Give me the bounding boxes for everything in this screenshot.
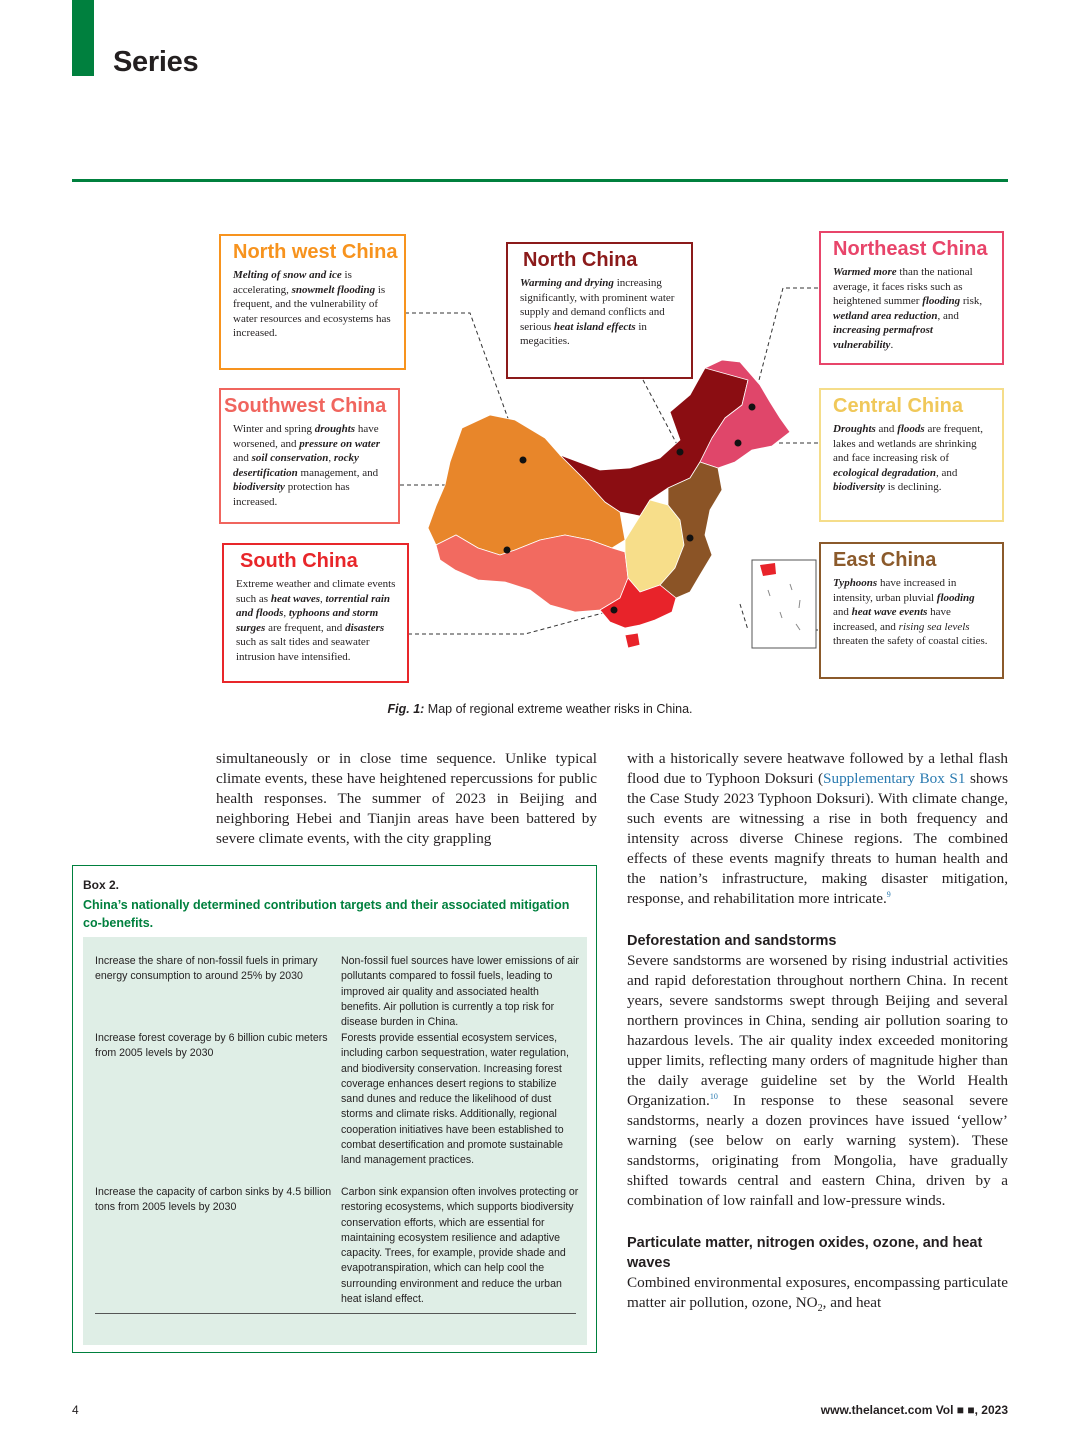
region-text-run: have increased, and — [833, 606, 951, 633]
region-description — [233, 268, 394, 341]
region-box-northeast — [819, 231, 1004, 365]
region-text-run: . — [890, 338, 894, 351]
reference-10[interactable]: 10 — [709, 1091, 718, 1101]
section-title: Series — [113, 46, 199, 78]
para2-text-b: In response to these seasonal severe sandstorms, nearly a dozen provinces have issued ‘yellow’ warning (see below on early warning system). These sandstorms, originating from Mongolia, have gradually shifted towards central and eastern China, driven by a combination of low rainfall and low-pressure winds. — [627, 1092, 1008, 1209]
box-title: China’s nationally determined contribution targets and their associated mitigation co-benefits. — [83, 898, 570, 930]
region-text-run: such as salt tides and seawater intrusion have intensified. — [236, 636, 370, 663]
region-text-run: disasters — [345, 621, 385, 634]
region-text-run: are frequent, and — [265, 621, 346, 634]
region-text-run: ecological degradation — [833, 466, 936, 479]
region-text-run: Droughts — [833, 423, 876, 435]
benefit-cell: Carbon sink expansion often involves protecting or restoring ecosystems, which supports biodiversity conservation efforts, which are essential for maintaining ecosystem resilience and adaptive capacity. Trees, for example, provide shade and evapotranspiration, which can help cool the surrounding environment and reduce the urban heat island effect. — [341, 1186, 579, 1306]
region-title: East China — [833, 549, 937, 571]
right-paragraph-3 — [627, 1273, 1008, 1319]
region-text-run: , and — [935, 466, 958, 479]
region-text-run: snowmelt flooding — [291, 283, 376, 296]
region-text-run: biodiversity — [233, 481, 285, 494]
region-text-run: have increased in intensity, urban pluvial — [833, 577, 957, 604]
region-text-run: in megacities. — [520, 320, 647, 348]
region-title: Central China — [833, 395, 964, 417]
region-text-run: risk, — [960, 295, 983, 308]
para3-text-b: , and heat — [822, 1294, 882, 1311]
region-text-run: torrential rain and floods — [236, 592, 391, 620]
region-text-run: , — [328, 452, 334, 465]
region-text-run: heat wave events — [851, 606, 928, 619]
map-provinces — [428, 360, 790, 648]
region-text-run: , — [320, 592, 326, 605]
region-text-run: is declining. — [884, 481, 942, 494]
heading-deforestation: Deforestation and sandstorms — [627, 933, 837, 949]
supplementary-box-link[interactable]: Supplementary Box S1 — [823, 770, 966, 787]
region-hainan — [625, 633, 640, 648]
region-text-run: increasing permafrost vulnerability — [833, 324, 933, 351]
region-text-run: have worsened, and — [233, 423, 379, 450]
para1-text-b: shows the Case Study 2023 Typhoon Doksuri). With climate change, such events are witnessing a rise in both frequency and intensity across diverse Chinese regions. The combined effects of these events magnify threats to human health and the nation’s infrastructure, making disaster mitigation, response, and rehabilitation more intricate. — [627, 770, 1008, 907]
reference-9[interactable]: 9 — [886, 889, 891, 899]
region-text-run: are frequent, lakes and wetlands are shrinking and face increasing risk of — [833, 423, 984, 465]
region-southwest — [436, 535, 628, 612]
region-text-run: Warmed more — [833, 266, 897, 278]
south-china-sea-inset — [752, 560, 816, 648]
region-box-east — [819, 542, 1004, 679]
region-text-run: rocky desertification — [233, 452, 359, 479]
region-description — [236, 577, 397, 665]
region-box-central — [819, 388, 1004, 522]
region-box-north — [506, 242, 693, 379]
region-text-run: soil conservation — [251, 452, 329, 465]
journal-info: www.thelancet.com Vol ■ ■, 2023 — [820, 1403, 1008, 1417]
region-description — [833, 576, 992, 649]
figure-caption — [0, 702, 1080, 716]
right-column — [627, 749, 1008, 1319]
region-text-run: Typhoons — [833, 577, 878, 589]
region-box-northwest — [219, 234, 406, 370]
region-text-run: is accelerating, — [233, 269, 352, 296]
region-text-run: droughts — [314, 423, 356, 435]
region-text-run: management, and — [297, 466, 379, 479]
para3-text-a: Combined environmental exposures, encompassing particulate matter air pollution, ozone, NO — [627, 1274, 1008, 1311]
region-description — [520, 276, 681, 349]
right-paragraph-1 — [627, 749, 1008, 909]
region-text-run: Winter and spring — [233, 423, 315, 435]
region-description — [833, 265, 992, 353]
left-paragraph: simultaneously or in close time sequence. Unlike typical climate events, these have heightened repercussions for public health responses. The summer of 2023 in Beijing and neighboring Hebei and Tianjin areas have been battered by severe climate events, with the city grappling — [216, 750, 597, 847]
region-text-run: pressure on water — [299, 437, 380, 450]
region-text-run: , and — [937, 309, 959, 322]
region-box-southwest — [219, 388, 400, 524]
region-text-run: and — [875, 423, 898, 435]
region-title: North west China — [233, 241, 398, 263]
right-paragraph-2 — [627, 951, 1008, 1211]
region-text-run: floods — [897, 423, 925, 435]
region-description — [833, 422, 992, 495]
benefit-cell: Forests provide essential ecosystem services, including carbon sequestration, water regulation, and biodiversity conservation. Increasing forest coverage enhances desert regions to stabilize sand dunes and reduce the likelihood of dust storms and climate risks. Additionally, regional cooperation initiatives have been established to combat desertification and promote sustainable land management practices. — [341, 1032, 569, 1167]
region-title: Northeast China — [833, 238, 988, 260]
region-text-run: flooding — [936, 591, 975, 604]
para1-text-a: with a historically severe heatwave followed by a lethal flash flood due to Typhoon Doksuri ( — [627, 750, 1008, 787]
box-label: Box 2. — [83, 878, 120, 892]
figure-caption-label: Fig. 1: — [387, 702, 425, 716]
region-description — [233, 422, 388, 510]
region-text-run: wetland area reduction — [833, 309, 938, 322]
region-text-run: threaten the safety of coastal cities. — [833, 635, 988, 648]
region-text-run: and — [833, 606, 852, 619]
left-column — [216, 749, 597, 849]
region-title: North China — [523, 249, 638, 271]
box-table — [83, 937, 587, 1345]
region-text-run: biodiversity — [833, 481, 885, 494]
region-text-run: and — [233, 452, 252, 465]
region-text-run: than the national average, it faces risks such as heightened summer — [833, 266, 973, 308]
region-text-run: increasing significantly, with prominent water supply and demand conflicts and serious — [520, 277, 675, 333]
region-title: South China — [240, 550, 358, 572]
target-cell: Increase the capacity of carbon sinks by 4.5 billion tons from 2005 levels by 2030 — [95, 1186, 332, 1214]
region-text-run: Melting of snow and ice — [233, 269, 342, 281]
region-text-run: rising sea levels — [898, 620, 970, 633]
figure-caption-text: Map of regional extreme weather risks in China. — [424, 702, 693, 716]
box-2 — [72, 865, 597, 1353]
region-text-run: is frequent, and the vulnerability of water resources and ecosystems has increased. — [233, 283, 391, 340]
benefit-cell: Non-fossil fuel sources have lower emissions of air pollutants compared to fossil fuels, leading to improved air quality and associated health benefits. Air pollution is currently a top risk for disease burden in China. — [341, 955, 579, 1029]
region-text-run: Extreme weather and climate events such as — [236, 578, 396, 605]
target-cell: Increase forest coverage by 6 billion cubic meters from 2005 levels by 2030 — [95, 1032, 328, 1060]
page-number: 4 — [72, 1403, 79, 1417]
region-text-run: protection has increased. — [233, 481, 350, 508]
region-text-run: heat waves — [270, 592, 321, 605]
heading-particulate: Particulate matter, nitrogen oxides, ozone, and heat waves — [627, 1235, 983, 1271]
para3-subscript: 2 — [817, 1303, 823, 1315]
region-text-run: flooding — [922, 295, 961, 308]
region-text-run: , — [283, 607, 289, 620]
region-text-run: heat island effects — [553, 320, 636, 333]
para2-text-a: Severe sandstorms are worsened by rising industrial activities and rapid deforestation throughout northern China. In recent years, severe sandstorms swept through Beijing and several northern provinces in China, sending air pollution soaring to hazardous levels. The air quality index exceeded monitoring upper limits, reflecting many orders of magnitude higher than the daily average guideline set by the World Health Organization. — [627, 952, 1008, 1109]
region-text-run: typhoons and storm surges — [236, 607, 379, 634]
target-cell: Increase the share of non-fossil fuels in primary energy consumption to around 25% by 2030 — [95, 955, 318, 983]
table-bottom-rule — [95, 1313, 576, 1314]
region-box-south — [222, 543, 409, 683]
region-text-run: Warming and drying — [520, 277, 614, 289]
region-title: Southwest China — [224, 395, 387, 417]
